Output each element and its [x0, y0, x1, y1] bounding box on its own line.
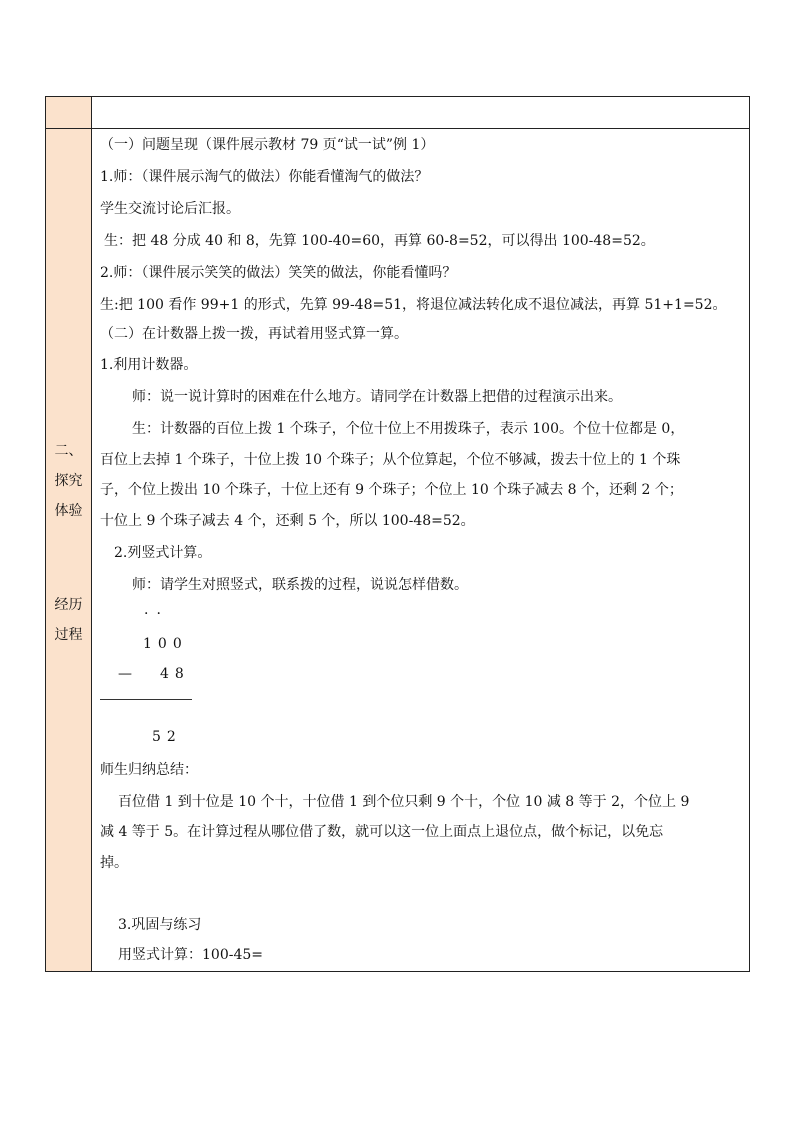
subsection-1-title: （一）问题呈现（课件展示教材 79 页“试一试”例 1）	[100, 137, 435, 153]
lesson-plan-table	[45, 96, 750, 972]
borrow-dots: ··	[144, 606, 169, 622]
header-row	[46, 97, 750, 129]
abacus-paragraph-line-1: 生：计数器的百位上拨 1 个珠子，个位十位上不用拨珠子，表示 100。个位十位都是 0，	[132, 421, 685, 437]
teacher-prompt-1: 师：说一说计算时的困难在什么地方。请同学在计数器上把借的过程演示出来。	[132, 389, 622, 405]
vertical-result: 52	[152, 729, 182, 745]
teacher-prompt-2: 师：请学生对照竖式，联系拨的过程，说说怎样借数。	[132, 577, 468, 593]
student-answer-1: 生：把 48 分成 40 和 8，先算 100-40=60，再算 60-8=52，可以得出 100-48=52。	[104, 233, 655, 249]
section-content-cell	[92, 129, 750, 972]
step-2-title: 2.列竖式计算。	[114, 545, 212, 561]
abacus-paragraph-line-4: 十位上 9 个珠子减去 4 个，还剩 5 个，所以 100-48=52。	[100, 513, 475, 529]
section-label-line-2: 体验	[54, 503, 83, 519]
summary-line-1: 百位借 1 到十位是 10 个十，十位借 1 到个位只剩 9 个十，个位 10 减 8 等于 2，个位上 9	[118, 794, 690, 810]
section-label-line-3: 经历	[54, 597, 83, 613]
section-label-line-4: 过程	[54, 627, 83, 643]
section-label-cell	[46, 129, 92, 972]
teacher-question-1: 1.师：（课件展示淘气的做法）你能看懂淘气的做法？	[100, 169, 429, 185]
teacher-question-2: 2.师：（课件展示笑笑的做法）笑笑的做法，你能看懂吗？	[100, 265, 457, 281]
section-label-line-1: 探究	[54, 473, 83, 489]
body-row	[46, 129, 750, 972]
student-answer-2: 生:把 100 看作 99+1 的形式，先算 99-48=51，将退位减法转化成不退位减法，再算 51+1=52。	[100, 297, 727, 313]
step-1-title: 1.利用计数器。	[100, 357, 198, 373]
step-3-title: 3.巩固与练习	[118, 917, 202, 933]
vertical-minuend: 100	[143, 636, 188, 652]
summary-line-3: 掉。	[100, 855, 128, 871]
practice-exercise: 用竖式计算：100-45=	[118, 947, 263, 963]
vertical-result-line	[100, 699, 192, 700]
abacus-paragraph-line-3: 子，个位上拨出 10 个珠子，十位上还有 9 个珠子；个位上 10 个珠子减去 8 个，还剩 2 个；	[100, 482, 683, 498]
section-number: 二、	[54, 443, 83, 459]
abacus-paragraph-line-2: 百位上去掉 1 个珠子，十位上拨 10 个珠子；从个位算起，个位不够减，拨去十位上的 1 个珠	[100, 452, 681, 468]
summary-title: 师生归纳总结：	[100, 762, 198, 778]
vertical-minus-sign: —	[118, 666, 132, 682]
summary-line-2: 减 4 等于 5。在计算过程从哪位借了数，就可以这一位上面点上退位点，做个标记，以免忘	[100, 824, 664, 840]
discussion-note: 学生交流讨论后汇报。	[100, 201, 240, 217]
subsection-2-title: （二）在计数器上拨一拨，再试着用竖式算一算。	[100, 326, 408, 342]
header-side-cell	[46, 97, 92, 129]
header-content-cell	[92, 97, 750, 129]
vertical-subtrahend: 48	[160, 666, 190, 682]
